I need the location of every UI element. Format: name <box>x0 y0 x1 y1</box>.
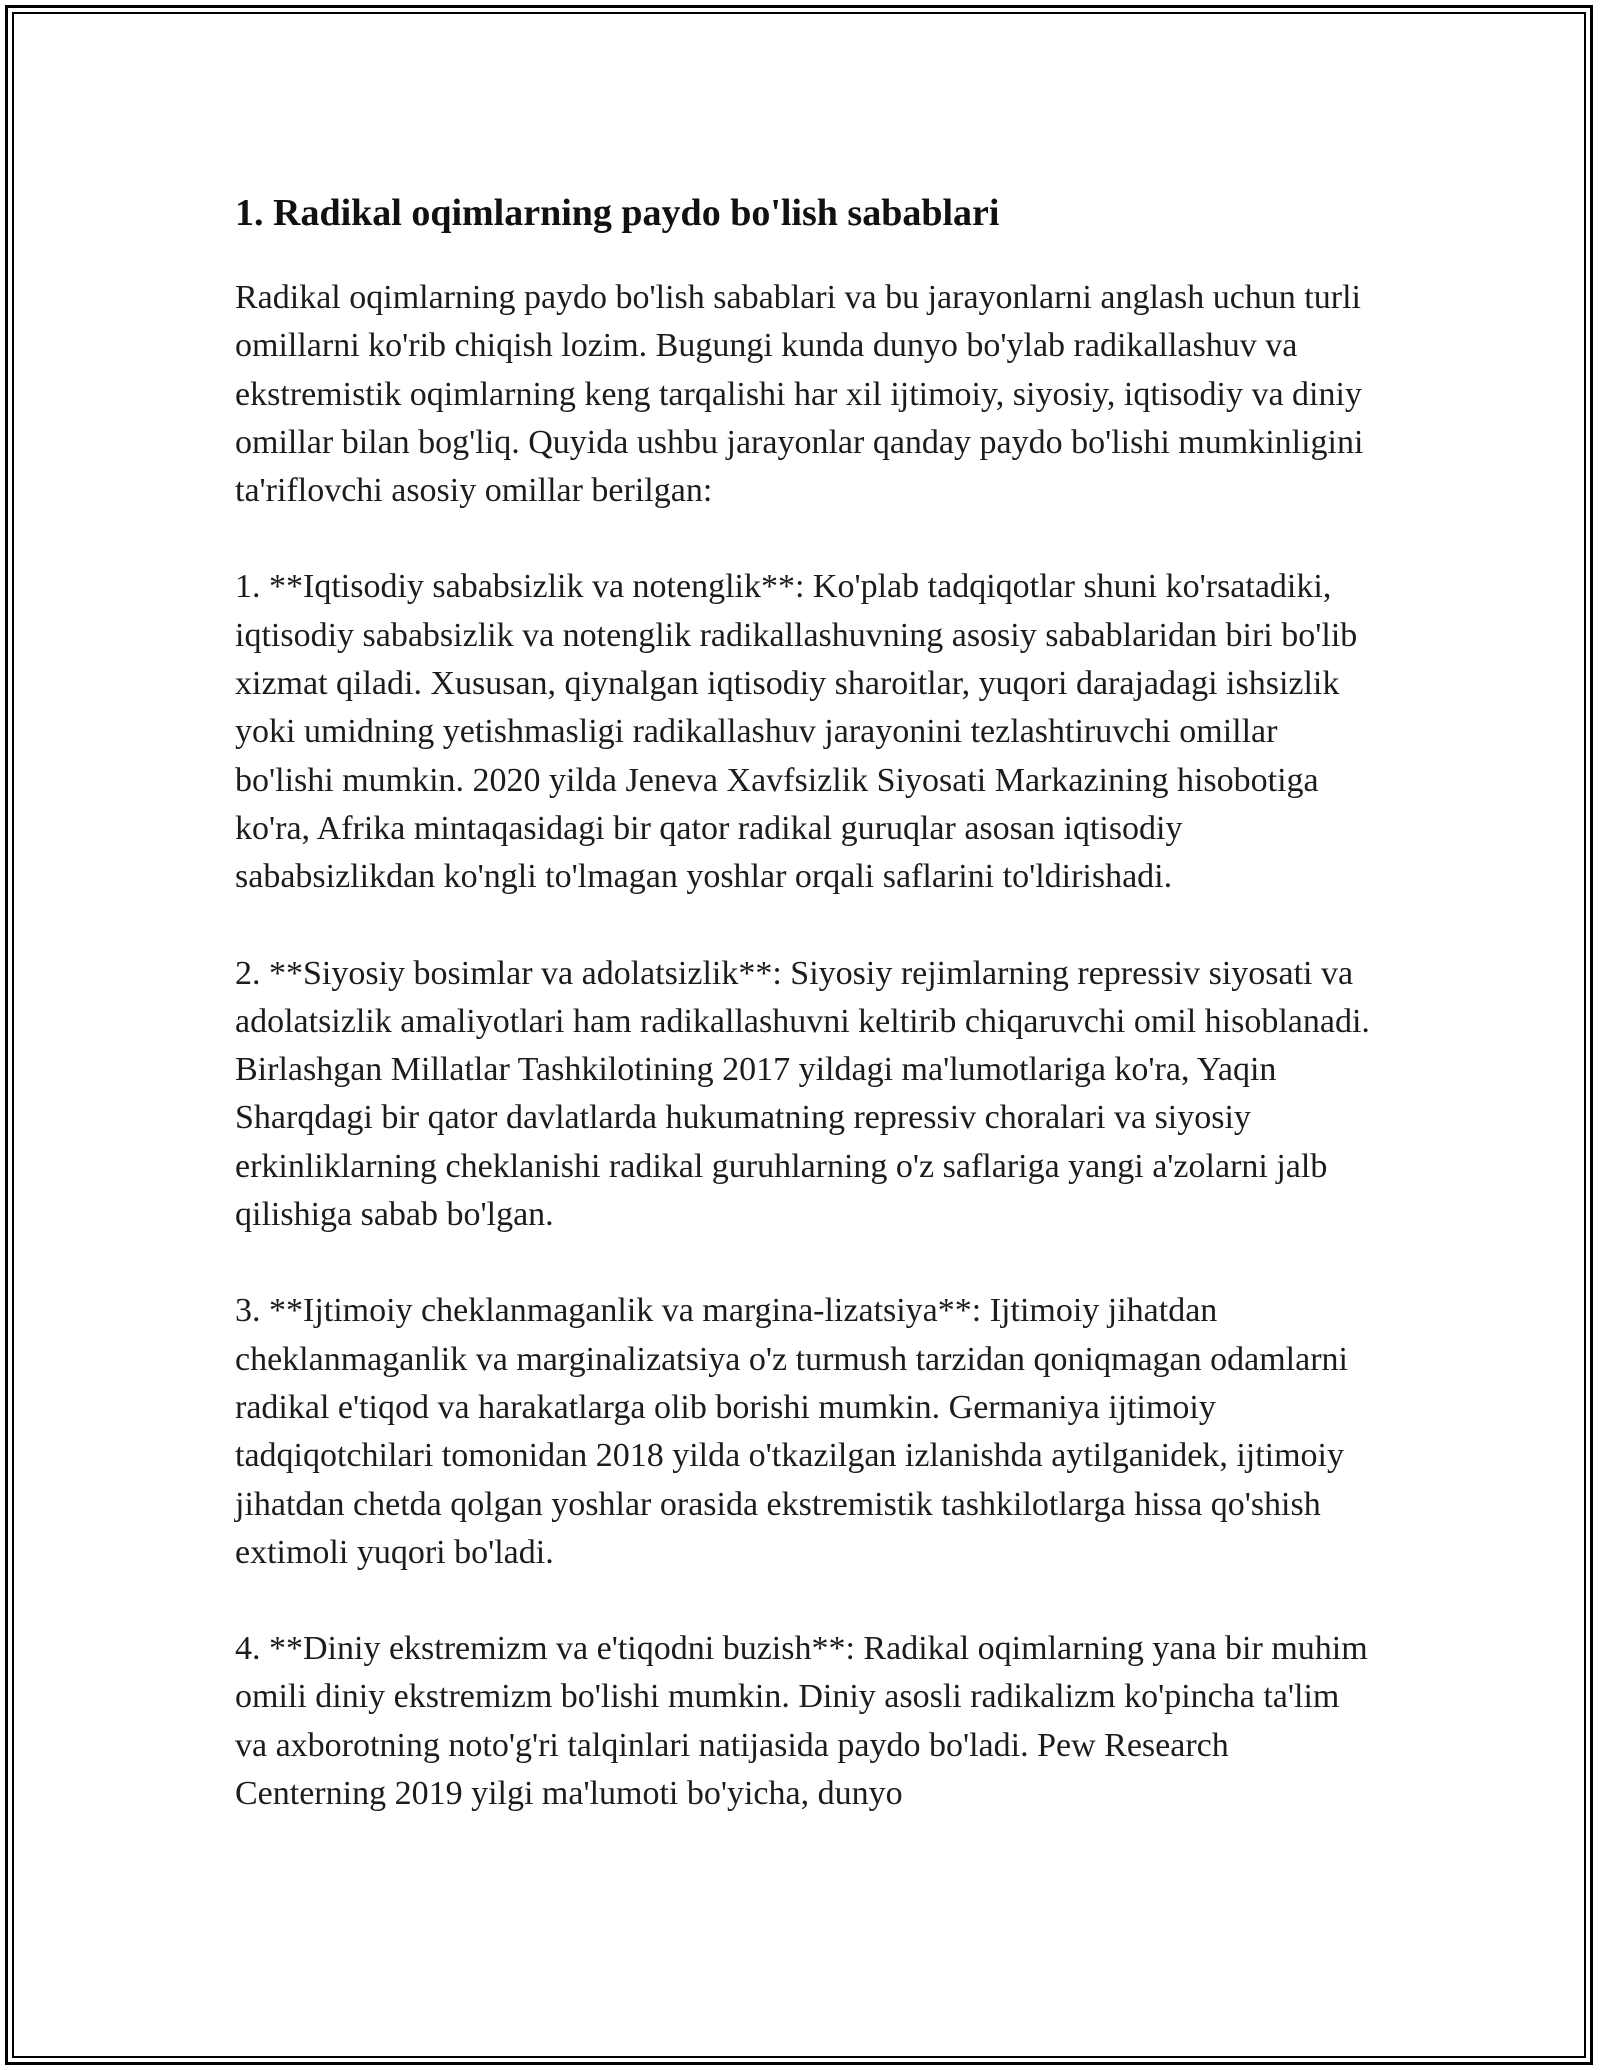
factor-political-paragraph: 2. **Siyosiy bosimlar va adolatsizlik**: Siyosiy rejimlarning repressiv siyosati va adolatsizlik amaliyotlari ham radikallashuvni keltirib chiqaruvchi omil hisoblanadi. Birlashgan Millatlar Tashkilotining 2017 yildagi ma'lumotlariga ko'ra, Yaqin Sharqdagi bir qator davlatlarda hukumatning repressiv choralari va siyosiy erkinliklarning cheklanishi radikal guruhlarning o'z saflariga yangi a'zolarni jalb qilishiga sabab bo'lgan. <box>235 954 1370 1234</box>
factor-economic-paragraph: 1. **Iqtisodiy sababsizlik va notenglik**: Ko'plab tadqiqotlar shuni ko'rsatadiki, iqtisodiy sababsizlik va notenglik radikallashuvning asosiy sabablaridan biri bo'lib xizmat qiladi. Xususan, qiynalgan iqtisodiy sharoitlar, yuqori darajadagi ishsizlik yoki umidning yetishmasligi radikallashuv jarayonini tezlashtiruvchi omillar bo'lishi mumkin. 2020 yilda Jeneva Xavfsizlik Siyosati Markazining hisobotiga ko'ra, Afrika mintaqasidagi bir qator radikal guruqlar asosan iqtisodiy sababsizlikdan ko'ngli to'lmagan yoshlar orqali saflarini to'ldirishadi. <box>235 568 1358 896</box>
factor-social-paragraph: 3. **Ijtimoiy cheklanmaganlik va margina-lizatsiya**: Ijtimoiy jihatdan cheklanmaganlik va marginalizatsiya o'z turmush tarzidan qoniqmagan odamlarni radikal e'tiqod va harakatlarga olib borishi mumkin. Germaniya ijtimoiy tadqiqotchilari tomonidan 2018 yilda o'tkazilgan izlanishda aytilganidek, ijtimoiy jihatdan chetda qolgan yoshlar orasida ekstremistik tashkilotlarga hissa qo'shish extimoli yuqori bo'ladi. <box>235 1292 1348 1571</box>
factor-religious-paragraph: 4. **Diniy ekstremizm va e'tiqodni buzish**: Radikal oqimlarning yana bir muhim omili diniy ekstremizm bo'lishi mumkin. Diniy asosli radikalizm ko'pincha ta'lim va axborotning noto'g'ri talqinlari natijasida paydo bo'ladi. Pew Research Centerning 2019 yilgi ma'lumoti bo'yicha, dunyo <box>235 1630 1368 1813</box>
intro-paragraph: Radikal oqimlarning paydo bo'lish sabablari va bu jarayonlarni anglash uchun turli omillarni ko'rib chiqish lozim. Bugungi kunda dunyo bo'ylab radikallashuv va ekstremistik oqimlarning keng tarqalishi har xil ijtimoiy, siyosiy, iqtisodiy va diniy omillar bilan bog'liq. Quyida ushbu jarayonlar qanday paydo bo'lishi mumkinligini ta'riflovchi asosiy omillar berilgan: <box>235 279 1364 510</box>
document-body <box>235 180 1375 1866</box>
section-title: 1. Radikal oqimlarning paydo bo'lish sabablari <box>235 192 1000 234</box>
